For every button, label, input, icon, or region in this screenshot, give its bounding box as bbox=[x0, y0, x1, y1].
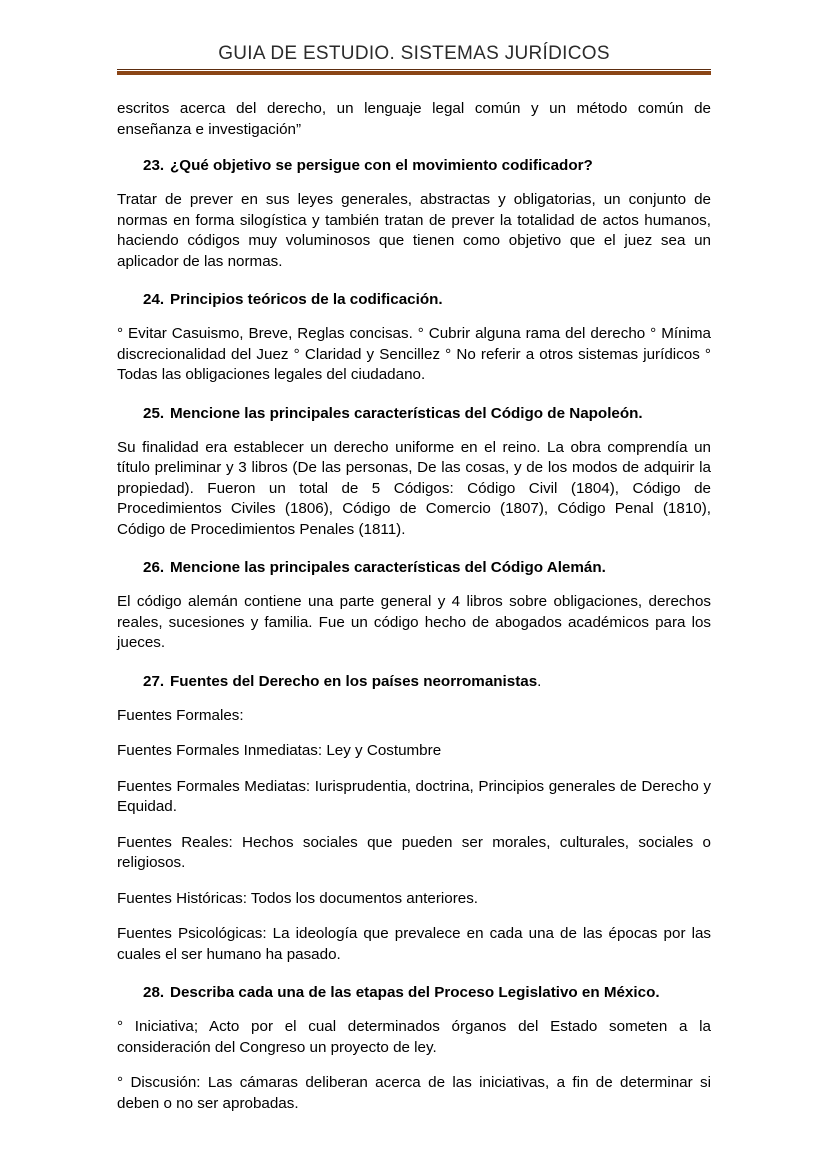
question-heading bbox=[117, 403, 711, 424]
answer-paragraph: Fuentes Formales Mediatas: Iurisprudentia, doctrina, Principios generales de Derecho y Equidad. bbox=[117, 777, 711, 815]
question-heading bbox=[117, 155, 711, 176]
answer-paragraph: Fuentes Reales: Hechos sociales que pueden ser morales, culturales, sociales o religiosos. bbox=[117, 833, 711, 871]
question-heading bbox=[117, 671, 711, 692]
answer-paragraph: ° Evitar Casuismo, Breve, Reglas concisas. ° Cubrir alguna rama del derecho ° Mínima discrecionalidad del Juez ° Claridad y Sencillez ° No referir a otros sistemas jurídicos ° Todas las obligaciones legales del ciudadano. bbox=[117, 325, 711, 383]
question-text-bold: Mencione las principales características del Código de Napoleón. bbox=[170, 404, 643, 422]
question-text-trailing: . bbox=[537, 672, 542, 690]
header-rule-thick bbox=[117, 71, 711, 75]
question-number: 24. bbox=[143, 291, 165, 308]
question-text-bold: Mencione las principales características del Código Alemán. bbox=[170, 559, 606, 576]
question-number: 23. bbox=[143, 157, 165, 174]
document-body bbox=[117, 99, 711, 1129]
header-divider bbox=[117, 69, 711, 75]
answer-paragraph: Fuentes Formales: bbox=[117, 706, 244, 724]
question-heading bbox=[117, 982, 711, 1003]
question-text bbox=[170, 671, 711, 692]
question-heading bbox=[117, 557, 711, 578]
question-text-bold: Fuentes del Derecho en los países neorromanistas bbox=[170, 672, 538, 690]
question-text bbox=[170, 982, 711, 1003]
question-text-bold: Describa cada una de las etapas del Proceso Legislativo en México. bbox=[170, 984, 660, 1001]
answer-paragraph: ° Iniciativa; Acto por el cual determinados órganos del Estado someten a la consideración del Congreso un proyecto de ley. bbox=[117, 1018, 711, 1056]
question-text bbox=[170, 155, 711, 176]
question-text bbox=[170, 557, 711, 578]
question-text-bold: ¿Qué objetivo se persigue con el movimiento codificador? bbox=[170, 157, 593, 174]
question-text bbox=[170, 289, 711, 310]
question-number: 27. bbox=[143, 672, 165, 690]
question-number: 28. bbox=[143, 984, 165, 1001]
question-text-bold: Principios teóricos de la codificación. bbox=[170, 291, 443, 308]
question-number: 26. bbox=[143, 559, 165, 576]
continued-paragraph: escritos acerca del derecho, un lenguaje legal común y un método común de enseñanza e investigación” bbox=[117, 100, 711, 138]
answer-paragraph: Fuentes Históricas: Todos los documentos anteriores. bbox=[117, 889, 479, 907]
running-header bbox=[117, 44, 711, 75]
answer-paragraph: ° Discusión: Las cámaras deliberan acerca de las iniciativas, a fin de determinar si deben o no ser aprobadas. bbox=[117, 1074, 711, 1112]
question-number: 25. bbox=[143, 404, 165, 422]
answer-paragraph: Su finalidad era establecer un derecho uniforme en el reino. La obra comprendía un título preliminar y 3 libros (De las personas, De las cosas, y de los modos de adquirir la propiedad). Fueron un total de 5 Códigos: Código Civil (1804), Código de Procedimientos Civiles (1806), Código de Comercio (1807), Código Penal (1810), Código de Procedimientos Penales (1811). bbox=[117, 438, 711, 538]
answer-paragraph: El código alemán contiene una parte general y 4 libros sobre obligaciones, derechos reales, sucesiones y familia. Fue un código hecho de abogados académicos para los jueces. bbox=[117, 593, 711, 651]
questions-list bbox=[117, 155, 711, 1114]
answer-paragraph: Fuentes Formales Inmediatas: Ley y Costumbre bbox=[117, 742, 442, 759]
answer-paragraph: Fuentes Psicológicas: La ideología que prevalece en cada una de las épocas por las cuales el ser humano ha pasado. bbox=[117, 925, 711, 963]
answer-paragraph: Tratar de prever en sus leyes generales, abstractas y obligatorias, un conjunto de normas en forma silogística y también tratan de prever la totalidad de actos humanos, haciendo códigos muy voluminosos que tienen como objetivo que el juez sea un aplicador de las normas. bbox=[117, 191, 711, 270]
header-title: GUIA DE ESTUDIO. SISTEMAS JURÍDICOS bbox=[218, 43, 610, 64]
question-heading bbox=[117, 289, 711, 310]
question-text bbox=[170, 403, 711, 424]
